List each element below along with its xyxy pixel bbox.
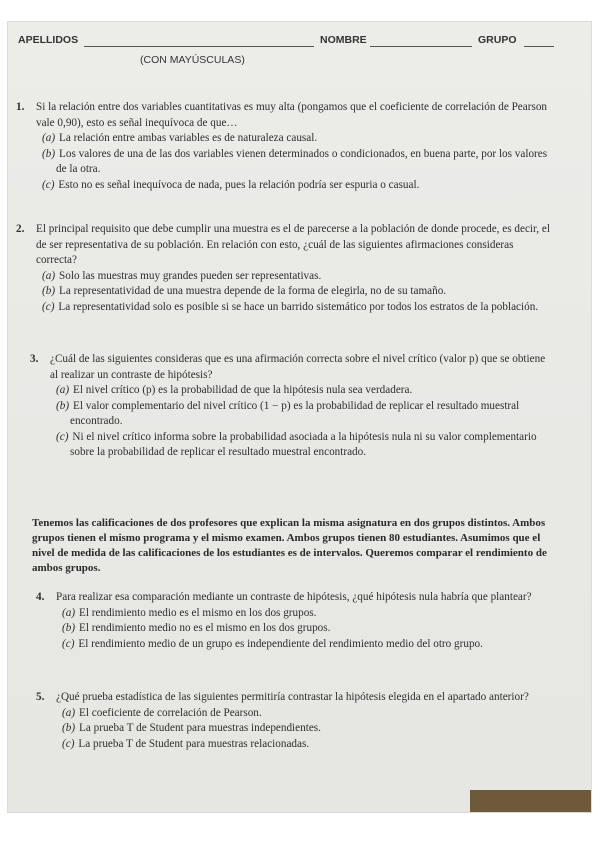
nombre-line <box>370 46 472 47</box>
question-stem: Si la relación entre dos variables cuantitativas es muy alta (pongamos que el coeficiente de correlación de Pearson vale 0,90), esto es señal inequívoca de que… <box>36 101 548 129</box>
option-b: (b) Los valores de una de las dos variables vienen determinados o condicionados, en buena parte, por los valores de la otra. <box>42 147 548 175</box>
option-c: (c) Ni el nivel crítico informa sobre la probabilidad asociada a la hipótesis nula ni su valor complementario sobre la probabilidad de replicar el resultado muestral encontrado. <box>56 430 537 458</box>
option-c: (c) La prueba T de Student para muestras relacionadas. <box>62 737 310 750</box>
option-b: (b) La representatividad de una muestra depende de la forma de elegirla, no de su tamaño. <box>42 285 447 297</box>
option-b: (b) El rendimiento medio no es el mismo en los dos grupos. <box>62 622 331 634</box>
question-3 <box>30 352 556 461</box>
table-surface <box>470 790 591 812</box>
question-2 <box>16 222 556 315</box>
question-stem: ¿Cuál de las siguientes consideras que es una afirmación correcta sobre el nivel crítico (valor p) que se obtiene al realizar un contraste de hipótesis? <box>50 353 546 381</box>
question-number: 5. <box>36 691 45 703</box>
question-number: 1. <box>16 101 25 113</box>
option-b: (b) El valor complementario del nivel crítico (1 − p) es la probabilidad de replicar el resultado muestral encontrado. <box>56 399 520 427</box>
mayusculas-note: (CON MAYÚSCULAS) <box>140 54 245 66</box>
question-number: 2. <box>16 223 25 235</box>
option-a: (a) El nivel crítico (p) es la probabilidad de que la hipótesis nula sea verdadera. <box>56 384 413 396</box>
question-4 <box>36 590 556 652</box>
question-5 <box>36 690 556 752</box>
grupo-line <box>524 46 554 47</box>
option-c: (c) El rendimiento medio de un grupo es independiente del rendimiento medio del otro grupo. <box>62 637 483 650</box>
question-stem: ¿Qué prueba estadística de las siguientes permitiría contrastar la hipótesis elegida en el apartado anterior? <box>56 691 529 703</box>
option-b: (b) La prueba T de Student para muestras independientes. <box>62 722 321 734</box>
scenario-paragraph: Tenemos las calificaciones de dos profesores que explican la misma asignatura en dos grupos distintos. Ambos grupos tienen el mismo programa y el mismo examen. Ambos grupos tienen 80 estudiantes. Asumimos que el nivel de medida de las calificaciones de los estudiantes es de intervalos. Queremos comparar el rendimiento de ambos grupos. <box>32 517 547 574</box>
question-1 <box>16 100 556 193</box>
student-header <box>18 34 578 50</box>
question-stem: El principal requisito que debe cumplir una muestra es el de parecerse a la población de donde procede, es decir, el de ser representativa de su población. En relación con esto, ¿cuál de las siguientes afirmaciones consideras correcta? <box>36 223 550 266</box>
option-a: (a) El coeficiente de correlación de Pearson. <box>62 706 262 719</box>
apellidos-line <box>84 46 314 47</box>
apellidos-label: APELLIDOS <box>18 34 79 46</box>
grupo-label: GRUPO <box>478 34 517 46</box>
nombre-label: NOMBRE <box>320 34 367 46</box>
question-stem: Para realizar esa comparación mediante un contraste de hipótesis, ¿qué hipótesis nula habría que plantear? <box>56 591 532 603</box>
option-a: (a) Solo las muestras muy grandes pueden ser representativas. <box>42 269 322 282</box>
option-a: (a) La relación entre ambas variables es de naturaleza causal. <box>42 132 318 144</box>
option-c: (c) La representatividad solo es posible si se hace un barrido sistemático por todos los estratos de la población. <box>42 300 539 313</box>
question-number: 3. <box>30 353 39 365</box>
option-a: (a) El rendimiento medio es el mismo en los dos grupos. <box>62 606 317 619</box>
question-number: 4. <box>36 591 45 603</box>
option-c: (c) Esto no es señal inequívoca de nada, pues la relación podría ser espuria o casual. <box>42 178 420 191</box>
